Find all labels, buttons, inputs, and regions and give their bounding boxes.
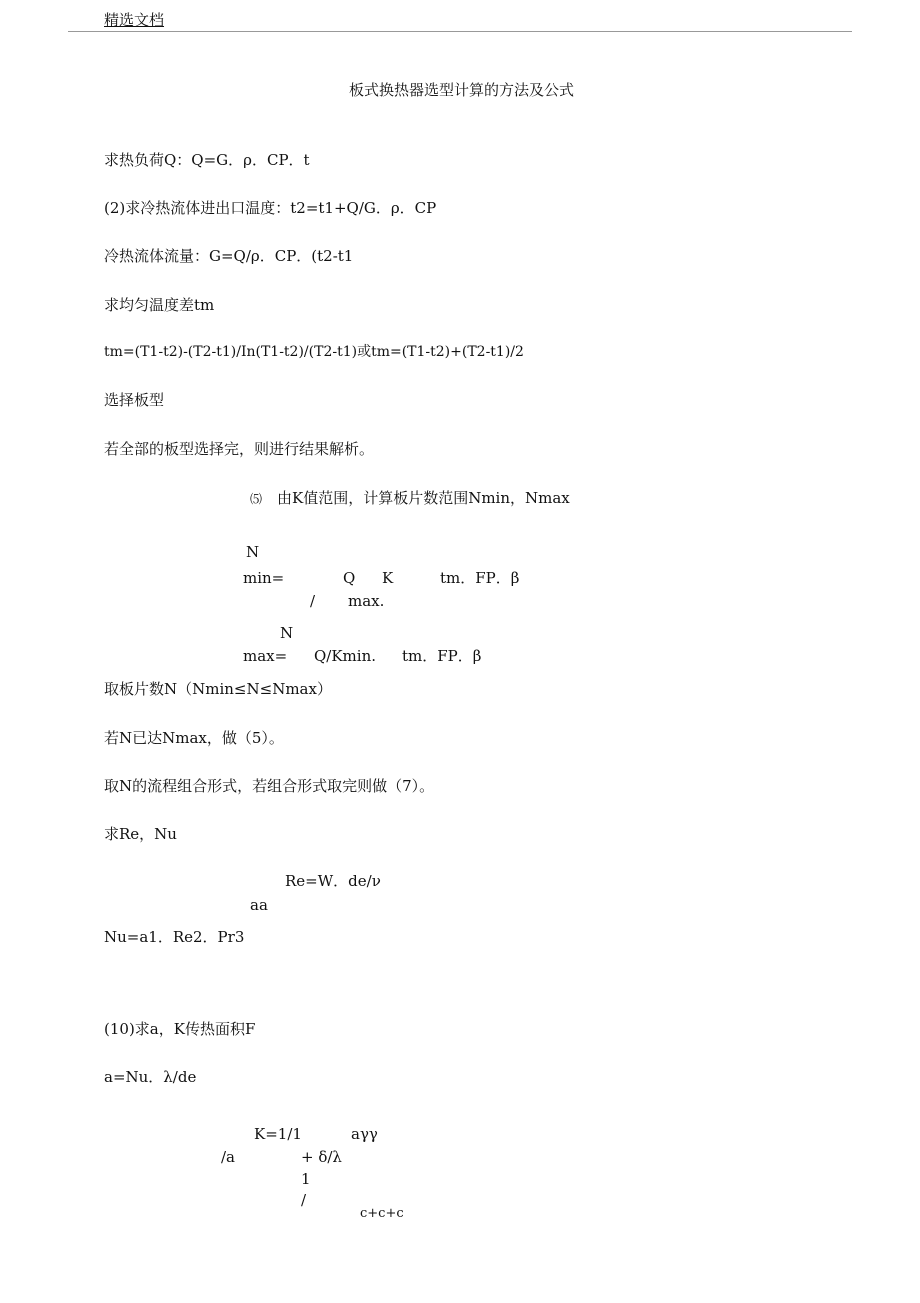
formula-k-right: aγγ [351, 1125, 378, 1143]
text-line-nmax-reached: 若N已达Nmax，做（5）。 [104, 729, 284, 747]
nmax-label: max= [243, 647, 288, 665]
text-line-select-plate: 选择板型 [104, 391, 165, 409]
nmin-max: max. [348, 592, 385, 610]
nmin-slash: / [310, 592, 316, 610]
formula-k: K=1/1 [254, 1125, 302, 1143]
nmax-tail: tm．FP．β [402, 647, 482, 665]
nmin-N: N [246, 543, 260, 561]
text-line-flow-combination: 取N的流程组合形式，若组合形式取完则做（7）。 [104, 777, 435, 795]
step-number: ⑸ [250, 492, 263, 506]
formula-re-sub: aa [250, 896, 268, 914]
header-label: 精选文档 [104, 11, 165, 29]
formula-k-plus: + δ/λ [301, 1148, 342, 1166]
nmin-label: min= [243, 569, 285, 587]
text-line-area: (10)求a，K传热面积F [104, 1020, 256, 1038]
nmax-N: N [280, 624, 294, 642]
text-line-mean-temp: 求均匀温度差tm [104, 296, 215, 314]
formula-k-one: 1 [301, 1170, 311, 1188]
page-title: 板式换热器选型计算的方法及公式 [349, 81, 575, 99]
formula-k-slash: / [301, 1191, 307, 1209]
formula-tm: tm=(T1-t2)-(T2-t1)/In(T1-t2)/(T2-t1)或tm=(T1-t2)+(T2-t1)/2 [104, 344, 524, 360]
formula-a: a=Nu．λ/de [104, 1068, 197, 1086]
formula-nu: Nu=a1．Re2．Pr3 [104, 928, 245, 946]
nmin-K: K [382, 569, 394, 587]
text-line-re-nu: 求Re，Nu [104, 825, 177, 843]
text-line-outlet-temp: (2)求冷热流体进出口温度：t2=t1+Q/G．ρ．CP [104, 199, 437, 217]
formula-k-a: /a [221, 1148, 235, 1166]
formula-re: Re=W．de/ν [285, 872, 381, 890]
text-line-analysis: 若全部的板型选择完，则进行结果解析。 [104, 440, 375, 458]
text-line-plate-count: 取板片数N（Nmin≤N≤Nmax） [104, 680, 332, 698]
text-line-plate-range: 由K值范围，计算板片数范围Nmin，Nmax [277, 489, 570, 507]
nmin-tail: tm．FP．β [440, 569, 520, 587]
nmax-eq: Q/Kmin. [314, 647, 377, 665]
formula-k-ccc: c+c+c [360, 1206, 404, 1221]
text-line-flow-rate: 冷热流体流量：G=Q/ρ．CP．(t2-t1 [104, 247, 354, 265]
text-line-heat-load: 求热负荷Q：Q=G．ρ．CP．t [104, 151, 310, 169]
header-divider [68, 31, 852, 32]
nmin-Q: Q [343, 569, 356, 587]
